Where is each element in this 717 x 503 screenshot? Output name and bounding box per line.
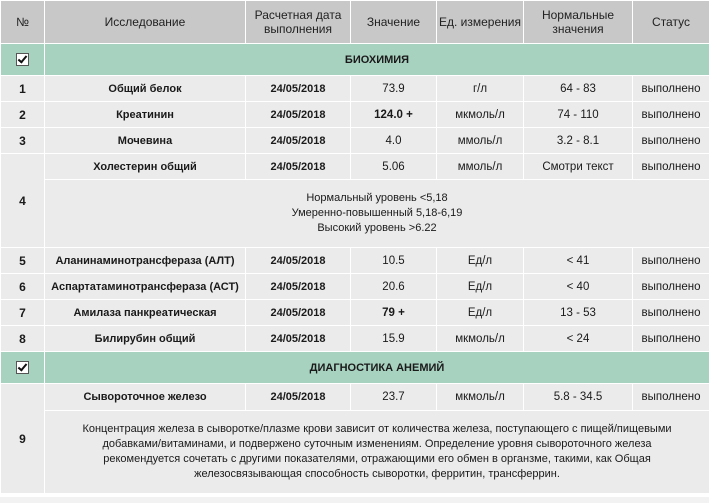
row-norm: 64 - 83 [524, 76, 633, 102]
col-header-num: № [1, 1, 45, 44]
row-date: 24/05/2018 [246, 248, 351, 274]
row-name: Мочевина [45, 128, 246, 154]
row-name: Билирубин общий [45, 326, 246, 352]
table-row [1, 128, 710, 154]
row-value-flagged: 124.0 + [351, 102, 437, 128]
row-num: 3 [1, 128, 45, 154]
table-row [1, 76, 710, 102]
row-value: 15.9 [351, 326, 437, 352]
note-line: Высокий уровень >6.22 [317, 222, 437, 234]
table-row [1, 102, 710, 128]
table-row [1, 326, 710, 352]
table-row-note [1, 180, 710, 248]
row-norm: < 40 [524, 274, 633, 300]
section-row-anemia [1, 352, 710, 384]
table-row-note [1, 411, 710, 494]
note-line: Умеренно-повышенный 5,18-6,19 [291, 207, 463, 219]
table-row [1, 300, 710, 326]
row-date: 24/05/2018 [246, 274, 351, 300]
col-header-unit: Ед. измерения [437, 1, 524, 44]
section-title: БИОХИМИЯ [45, 44, 710, 76]
row-status: выполнено [633, 300, 710, 326]
row-num: 6 [1, 274, 45, 300]
row-status: выполнено [633, 326, 710, 352]
table-row [1, 248, 710, 274]
note-line: Нормальный уровень <5,18 [306, 192, 448, 204]
note-line: рекомендуется сочетать с другими показателями, отражающими его обмен в органзме, такими, как Общая [103, 453, 651, 465]
row-value: 73.9 [351, 76, 437, 102]
row-value: 23.7 [351, 384, 437, 411]
col-header-value: Значение [351, 1, 437, 44]
col-header-study: Исследование [45, 1, 246, 44]
row-date: 24/05/2018 [246, 154, 351, 180]
row-norm: < 41 [524, 248, 633, 274]
section-row-biochemistry [1, 44, 710, 76]
row-num: 8 [1, 326, 45, 352]
row-date: 24/05/2018 [246, 128, 351, 154]
row-num: 9 [1, 384, 45, 494]
row-num: 5 [1, 248, 45, 274]
col-header-status: Статус [633, 1, 710, 44]
row-unit: ммоль/л [437, 154, 524, 180]
note-line: добавками/витаминами, и подвержено суточным изменениям. Определение уровня сывороточного железа [102, 438, 652, 450]
row-num: 7 [1, 300, 45, 326]
table-header-row [1, 1, 710, 44]
row-status: выполнено [633, 384, 710, 411]
table-row [1, 384, 710, 411]
row-status: выполнено [633, 274, 710, 300]
row-name: Креатинин [45, 102, 246, 128]
row-unit: Ед/л [437, 274, 524, 300]
row-unit: Ед/л [437, 248, 524, 274]
row-unit: мкмоль/л [437, 384, 524, 411]
row-norm: < 24 [524, 326, 633, 352]
row-status: выполнено [633, 154, 710, 180]
note-line: Концентрация железа в сыворотке/плазме крови зависит от количества железа, поступающего с пищей/пищевыми [82, 423, 672, 435]
row-name: Аспартатаминотрансфераза (АСТ) [45, 274, 246, 300]
row-name: Общий белок [45, 76, 246, 102]
row-num: 4 [1, 154, 45, 248]
row-name: Сывороточное железо [45, 384, 246, 411]
row-value-flagged: 79 + [351, 300, 437, 326]
row-norm: 13 - 53 [524, 300, 633, 326]
row-status: выполнено [633, 76, 710, 102]
table-row [1, 154, 710, 180]
row-value: 20.6 [351, 274, 437, 300]
section-checkbox-cell[interactable] [1, 44, 45, 76]
col-header-norm: Нормальные значения [524, 1, 633, 44]
row-num: 1 [1, 76, 45, 102]
row-norm: 74 - 110 [524, 102, 633, 128]
row-date: 24/05/2018 [246, 326, 351, 352]
row-name: Холестерин общий [45, 154, 246, 180]
table-bottom-band [0, 497, 709, 503]
row-value: 10.5 [351, 248, 437, 274]
row-name: Аланинаминотрансфераза (АЛТ) [45, 248, 246, 274]
row-date: 24/05/2018 [246, 384, 351, 411]
row-name: Амилаза панкреатическая [45, 300, 246, 326]
row-unit: г/л [437, 76, 524, 102]
table-row [1, 274, 710, 300]
row-unit: Ед/л [437, 300, 524, 326]
row-unit: ммоль/л [437, 128, 524, 154]
section-title: ДИАГНОСТИКА АНЕМИЙ [45, 352, 710, 384]
row-norm: 3.2 - 8.1 [524, 128, 633, 154]
row-date: 24/05/2018 [246, 102, 351, 128]
row-date: 24/05/2018 [246, 76, 351, 102]
row-date: 24/05/2018 [246, 300, 351, 326]
row-note [45, 411, 710, 494]
row-note [45, 180, 710, 248]
row-status: выполнено [633, 128, 710, 154]
row-unit: мкмоль/л [437, 102, 524, 128]
row-norm: Смотри текст [524, 154, 633, 180]
checkbox-checked-icon[interactable] [16, 53, 29, 66]
row-value: 4.0 [351, 128, 437, 154]
row-value: 5.06 [351, 154, 437, 180]
row-num: 2 [1, 102, 45, 128]
section-checkbox-cell[interactable] [1, 352, 45, 384]
note-line: железосвязывающая способность сыворотки, ферритин, трансферрин. [194, 468, 560, 480]
checkbox-checked-icon[interactable] [16, 361, 29, 374]
row-status: выполнено [633, 102, 710, 128]
col-header-date: Расчетная дата выполнения [246, 1, 351, 44]
row-unit: мкмоль/л [437, 326, 524, 352]
row-norm: 5.8 - 34.5 [524, 384, 633, 411]
row-status: выполнено [633, 248, 710, 274]
